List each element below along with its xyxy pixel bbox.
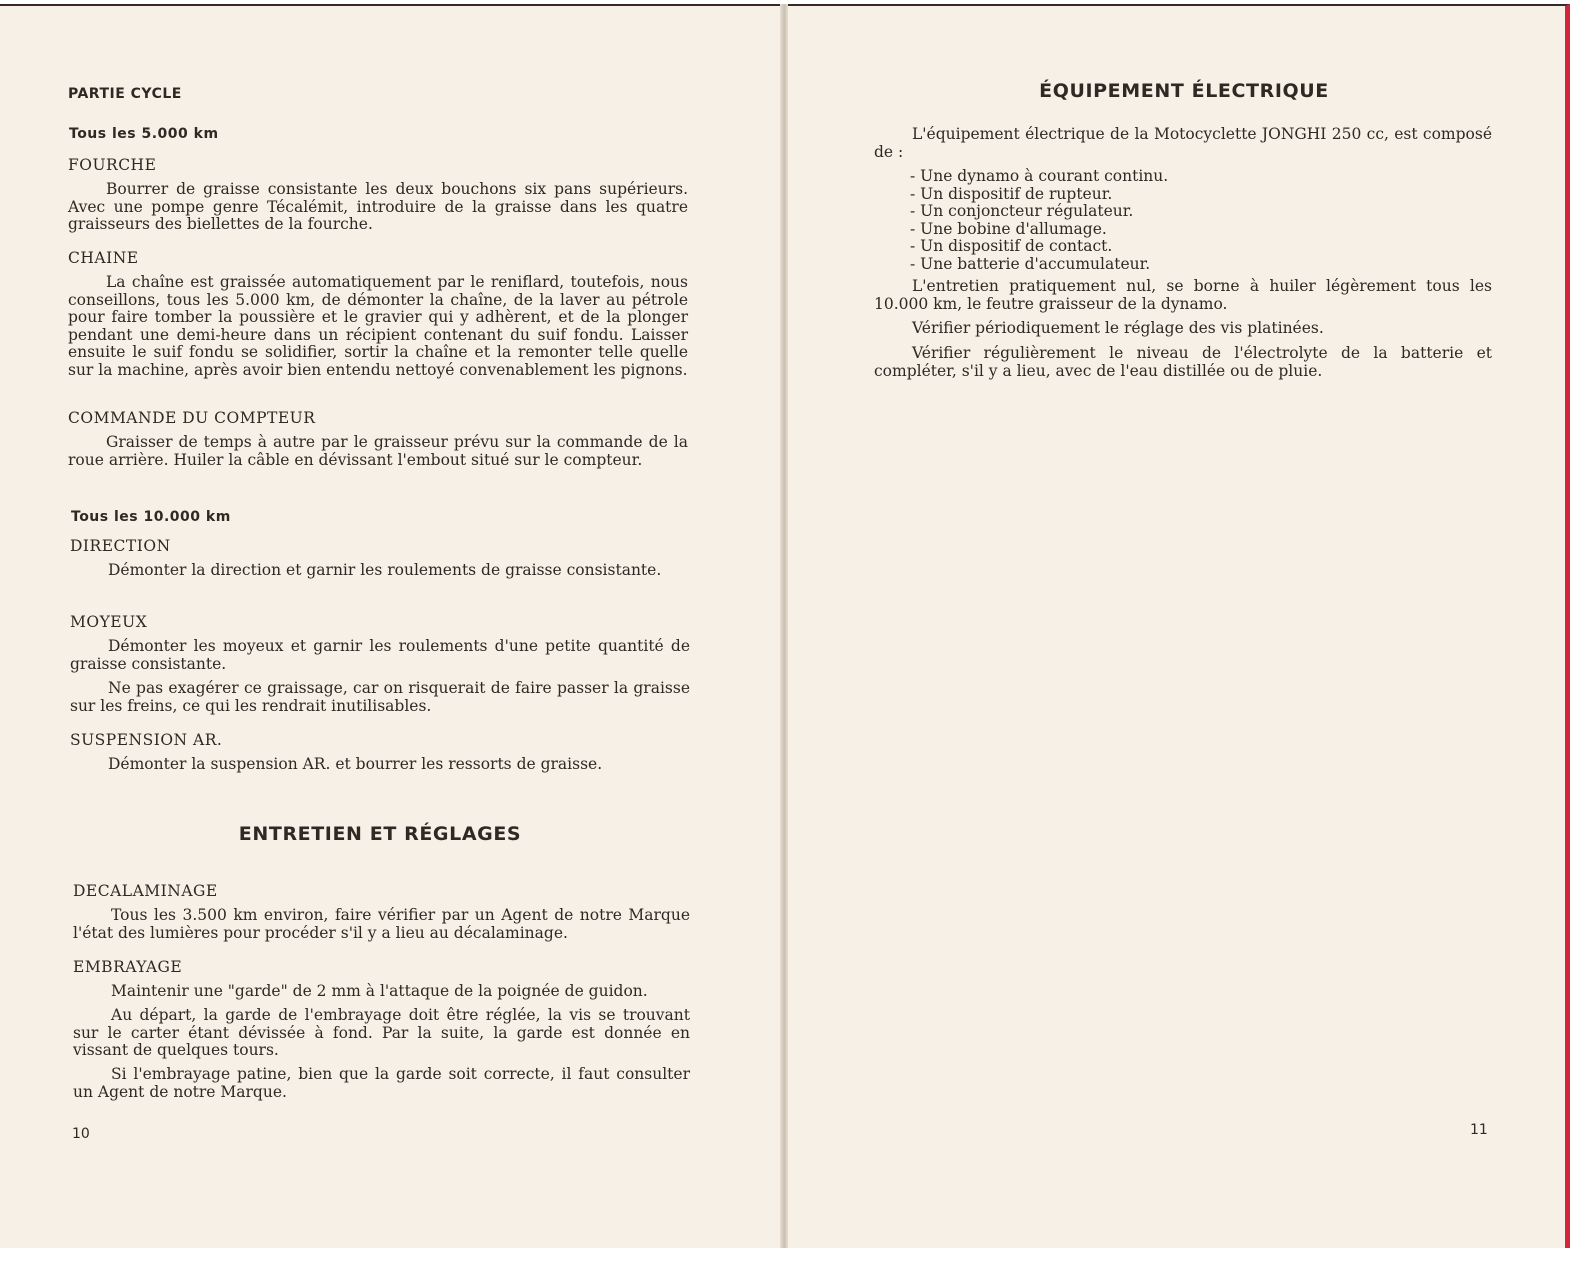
component-list: [910, 168, 1470, 274]
interval-10000-km: Tous les 10.000 km: [71, 509, 231, 525]
heading-embrayage: EMBRAYAGE: [73, 958, 183, 976]
text-embrayage-1: Maintenir une "garde" de 2 mm à l'attaque de la poignée de guidon.: [111, 982, 648, 1000]
title-entretien-et-reglages: ENTRETIEN ET RÉGLAGES: [238, 823, 522, 845]
text-entretien-dynamo: L'entretien pratiquement nul, se borne à huiler légèrement tous les 10.000 km, le feutre graisseur de la dynamo.: [874, 277, 1492, 313]
page-number-left: 10: [72, 1126, 90, 1142]
text-moyeux-2: Ne pas exagérer ce graissage, car on risquerait de faire passer la graisse sur les freins, ce qui les rendrait inutilisables.: [70, 679, 690, 715]
text-batterie: Vérifier régulièrement le niveau de l'électrolyte de la batterie et compléter, s'il y a lieu, avec de l'eau distillée ou de pluie.: [874, 344, 1492, 380]
heading-commande-du-compteur: COMMANDE DU COMPTEUR: [68, 409, 316, 427]
right-page: [788, 4, 1570, 1248]
section-title-partie-cycle: PARTIE CYCLE: [68, 86, 182, 102]
heading-suspension-ar: SUSPENSION AR.: [70, 731, 223, 749]
heading-direction: DIRECTION: [70, 537, 171, 555]
text-vis-platinees: Vérifier périodiquement le réglage des vis platinées.: [912, 319, 1324, 337]
title-equipement-electrique: ÉQUIPEMENT ÉLECTRIQUE: [1039, 80, 1329, 102]
text-moyeux-1: Démonter les moyeux et garnir les roulements d'une petite quantité de graisse consistante.: [70, 637, 690, 673]
list-item: - Un dispositif de rupteur.: [910, 184, 1113, 203]
list-item: - Une bobine d'allumage.: [910, 219, 1107, 238]
heading-fourche: FOURCHE: [68, 156, 157, 174]
text-embrayage-2: Au départ, la garde de l'embrayage doit être réglée, la vis se trouvant sur le carter étant dévissée à fond. Par la suite, la garde est donnée en vissant de quelques tours.: [73, 1006, 690, 1060]
heading-chaine: CHAINE: [68, 249, 139, 267]
page-number-right: 11: [1470, 1122, 1488, 1138]
list-item: - Une dynamo à courant continu.: [910, 167, 1169, 185]
list-item: - Un conjoncteur régulateur.: [910, 202, 1134, 221]
text-fourche: Bourrer de graisse consistante les deux bouchons six pans supérieurs. Avec une pompe genre Técalémit, introduire de la graisse dans les quatre graisseurs des biellettes de la fourche.: [68, 180, 688, 234]
heading-moyeux: MOYEUX: [70, 613, 148, 631]
text-intro-equipement: L'équipement électrique de la Motocyclette JONGHI 250 cc, est composé de :: [874, 125, 1492, 161]
text-embrayage-3: Si l'embrayage patine, bien que la garde soit correcte, il faut consulter un Agent de notre Marque.: [73, 1065, 690, 1101]
list-item: - Une batterie d'accumulateur.: [910, 254, 1151, 273]
text-direction: Démonter la direction et garnir les roulements de graisse consistante.: [108, 561, 662, 579]
interval-5000-km: Tous les 5.000 km: [69, 126, 219, 142]
text-commande-du-compteur: Graisser de temps à autre par le graisseur prévu sur la commande de la roue arrière. Huiler la câble en dévissant l'embout situé sur le compteur.: [68, 433, 688, 469]
left-page: [0, 4, 782, 1248]
text-decalaminage: Tous les 3.500 km environ, faire vérifier par un Agent de notre Marque l'état des lumières pour procéder s'il y a lieu au décalaminage.: [73, 906, 690, 942]
list-item: - Un dispositif de contact.: [910, 237, 1113, 256]
text-chaine: La chaîne est graissée automatiquement par le reniflard, toutefois, nous conseillons, tous les 5.000 km, de démonter la chaîne, de la laver au pétrole pour faire tomber la poussière et le gravier qui y adhèrent, et de la plonger pendant une demi-heure dans un récipient contenant du suif fondu. Laisser ensuite le suif fondu se solidifier, sortir la chaîne et la remonter telle quelle sur la machine, après avoir bien entendu nettoyé convenablement les pignons.: [68, 273, 688, 379]
heading-decalaminage: DECALAMINAGE: [73, 882, 218, 900]
text-suspension-ar: Démonter la suspension AR. et bourrer les ressorts de graisse.: [108, 755, 603, 773]
